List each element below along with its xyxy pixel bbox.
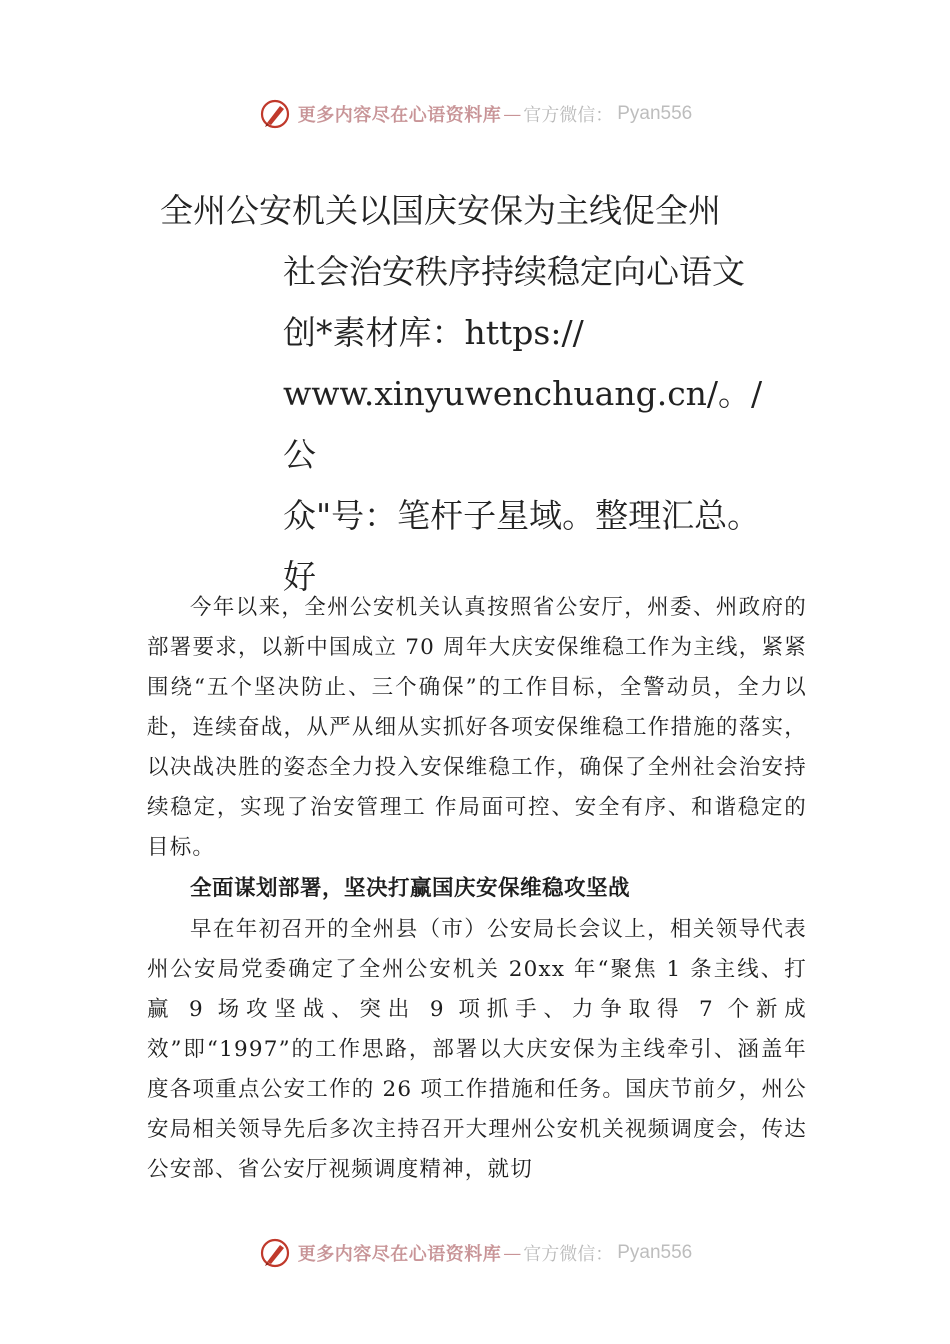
document-body (147, 588, 807, 1190)
watermark-text: 更多内容尽在心语资料库 (297, 105, 502, 126)
wechat-id: Pyan556 (617, 103, 693, 124)
wechat-label: 官方微信： (523, 105, 614, 126)
watermark-separator: — (503, 1242, 522, 1264)
paragraph-intro: 今年以来，全州公安机关认真按照省公安厅，州委、州政府的部署要求，以新中国成立 70 周年大庆安保维稳工作为主线，紧紧围绕“五个坚决防止、三个确保”的工作目标，全警动员，全力以赴，连续奋战，从严从细从实抓好各项安保维稳工作措施的落实，以决战决胜的姿态全力投入安保维稳工作，确保了全州社会治安持续稳定，实现了治安管理工 作局面可控、安全有序、和谐稳定的目标。 (147, 595, 807, 860)
footer-watermark (0, 1233, 950, 1273)
header-watermark (0, 94, 950, 134)
pen-logo-icon (258, 1236, 292, 1270)
section-heading: 全面谋划部署，坚决打赢国庆安保维稳攻坚战 (190, 876, 631, 901)
wechat-label: 官方微信： (523, 1244, 614, 1265)
pen-logo-icon (258, 97, 292, 131)
title-continuation: 社会治安秩序持续稳定向心语文 创*素材库：https:// www.xinyuwenchuang.cn/。/公 众"号：笔杆子星域。整理汇总。 好 (283, 252, 763, 596)
watermark-separator: — (503, 103, 522, 125)
paragraph-section-1: 早在年初召开的全州县（市）公安局长会议上，相关领导代表州公安局党委确定了全州公安机关 20xx 年“聚焦 1 条主线、打赢 9 场攻坚战、突出 9 项抓手、力争取得 7 个新成效”即“1997”的工作思路，部署以大庆安保为主线牵引、涵盖年度各项重点公安工作的 26 项工作措施和任务。国庆节前夕，州公安局相关领导先后多次主持召开大理州公安机关视频调度会，传达公安部、省公安厅视频调度精神，就切 (147, 917, 807, 1182)
watermark-text: 更多内容尽在心语资料库 (297, 1244, 502, 1265)
title-line-1: 全州公安机关以国庆安保为主线促全州 (160, 191, 721, 230)
wechat-id: Pyan556 (617, 1242, 693, 1263)
